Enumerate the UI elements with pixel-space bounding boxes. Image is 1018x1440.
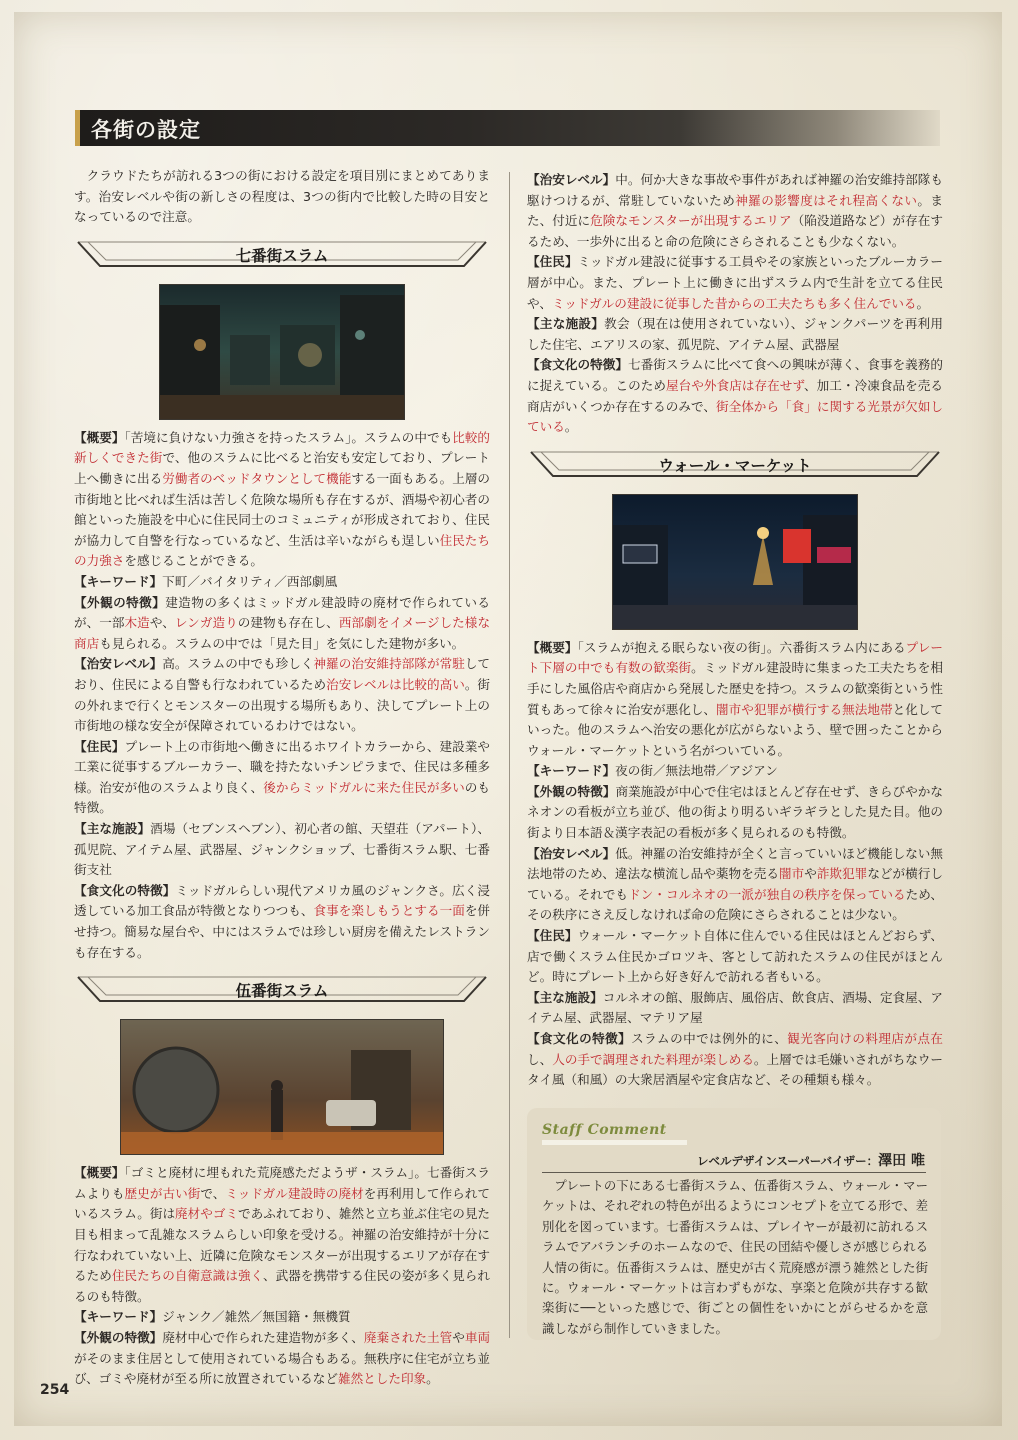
sector5-residents: 【住民】ミッドガル建設に従事する工員やその家族といったブルーカラー層が中心。また、プレート上に働きに出ずスラム内で生計を立てる住民や、ミッドガルの建設に従事した昔からの工夫たちも多く住んでいる。: [527, 254, 944, 311]
wallmarket-appearance: 【外観の特徴】商業施設が中心で住宅はほとんど存在せず、きらびやかなネオンの看板が立ち並び、他の街より明るいギラギラとした見た目。他の街より日本語＆漢字表記の看板が多く見られるのも特徴。: [527, 783, 943, 841]
section-heading-wallmarket: [527, 450, 943, 484]
wallmarket-overview: 【概要】「スラムが抱える眠らない夜の街」。六番街スラム内にあるプレート下層の中でも有数の歓楽街。ミッドガル建設時に集まった工夫たちを相手にした風俗店や商店から発展した歴史を持つ。スラムの歓楽街という性質もあって徐々に治安が悪化し、闇市や犯罪が横行する無法地帯と化していった。他のスラムへ治安の悪化が広がらないよう、壁で囲ったことからウォール・マーケットという名がついている。: [527, 639, 944, 758]
sector5-keywords: 【キーワード】ジャンク／雑然／無国籍・無機質: [74, 1309, 351, 1325]
wallmarket-keywords: 【キーワード】夜の街／無法地帯／アジアン: [527, 763, 778, 779]
sector7-slum-image: [159, 284, 405, 420]
staff-comment-badge: Staff Comment: [542, 1122, 667, 1138]
sector7-overview: 【概要】「苦境に負けない力強さを持ったスラム」。スラムの中でも比較的新しくできた街で、他のスラムに比べると治安も安定しており、プレート上へ働きに出る労働者のベッドタウンとして機能する一面もある。上層の市街地と比べれば生活は苦しく危険な場所も存在するが、酒場や初心者の館といった施設を中心に住民同士のコミュニティが形成されており、住民が協力して自警を行なっているなど、生活は辛いながらも逞しい住民たちの力強さを感じることができる。: [74, 429, 491, 569]
section-title-sector5: 伍番街スラム: [235, 982, 329, 1001]
staff-comment-box: [527, 1108, 941, 1340]
right-column: [527, 170, 943, 1091]
staff-name: 澤田 唯: [878, 1153, 925, 1169]
sector7-facilities: 【主な施設】酒場（セブンスヘブン）、初心者の館、天望荘（アパート）、孤児院、アイテム屋、武器屋、ジャンクショップ、七番街スラム駅、七番街支社: [74, 821, 490, 878]
sector7-keywords: 【キーワード】下町／バイタリティ／西部劇風: [74, 573, 338, 589]
sector7-residents: 【住民】プレート上の市街地へ働きに出るホワイトカラーから、建設業や工業に従事するブルーカラー、職を持たないチンピラまで、住民は多種多様。治安が他のスラムより良く、後からミッドガルに来た住民が多いのも特徴。: [74, 738, 491, 816]
staff-role: [697, 1150, 925, 1170]
sector5-slum-image: [120, 1019, 444, 1155]
staff-role-title: レベルデザインスーパーバイザー：: [697, 1154, 879, 1168]
staff-badge-underline: [542, 1140, 687, 1145]
staff-comment-text: プレートの下にある七番街スラム、伍番街スラム、ウォール・マーケットは、それぞれの特色が出るようにコンセプトを立てる形で、差別化を図っています。七番街スラムは、プレイヤーが最初に訪れるスラムでアバランチのホームなので、住民の団結や優しさが感じられる人情の街に。伍番街スラムは、歴史が古く荒廃感が漂う雑然とした街に。ウォール・マーケットは言わずもがな、享楽と危険が共存する歓楽街に──といった感じで、街ごとの個性をいかにとがらせるかを意識しながら制作していきました。: [542, 1178, 928, 1336]
title-accent: [75, 110, 80, 146]
section-title-sector7: 七番街スラム: [235, 246, 329, 265]
wallmarket-food: 【食文化の特徴】スラムの中では例外的に、観光客向けの料理店が点在し、人の手で調理された料理が楽しめる。上層では毛嫌いされがちなウータイ風（和風）の大衆居酒屋や定食店など、その種類も様々。: [527, 1031, 944, 1088]
wallmarket-facilities: 【主な施設】コルネオの館、服飾店、風俗店、飲食店、酒場、定食屋、アイテム屋、武器屋、マテリア屋: [527, 989, 944, 1026]
wallmarket-residents: 【住民】ウォール・マーケット自体に住んでいる住民はほとんどおらず、店で働くスラム住民かゴロツキ、客として訪れたスラムの住民がほとんど。時にプレート上から好き好んで訪れる者もいる。: [527, 928, 944, 985]
sector5-facilities: 【主な施設】教会（現在は使用されていない）、ジャンクパーツを再利用した住宅、エアリスの家、孤児院、アイテム屋、武器屋: [527, 316, 944, 352]
sector7-food: 【食文化の特徴】ミッドガルらしい現代アメリカ風のジャンクさ。広く浸透している加工食品が特徴となりつつも、食事を楽しもうとする一面を併せ持つ。簡易な屋台や、中にはスラムでは珍しい厨房を備えたレストランも存在する。: [74, 882, 491, 960]
left-column: [74, 166, 490, 1390]
staff-rule: [542, 1172, 926, 1173]
section-title-wallmarket: ウォール・マーケット: [658, 456, 812, 475]
page-number: 254: [40, 1382, 70, 1398]
page-title: 各街の設定: [91, 118, 201, 142]
sector5-food: 【食文化の特徴】七番街スラムに比べて食への興味が薄く、食事を義務的に捉えている。このため屋台や外食店は存在せず、加工・冷凍食品を売る商店がいくつか存在するのみで、街全体から「食」に関する光景が欠如している。: [527, 357, 944, 435]
section-heading-sector5: [74, 975, 490, 1009]
sector5-appearance: 【外観の特徴】廃材中心で作られた建造物が多く、廃棄された土管や車両がそのまま住居として使用されている場合もある。無秩序に住宅が立ち並び、ゴミや廃材が至る所に放置されているなど雑然とした印象。: [74, 1329, 491, 1387]
wallmarket-security: 【治安レベル】低。神羅の治安維持が全くと言っていいほど機能しない無法地帯のため、違法な横流し品や薬物を売る闇市や詐欺犯罪などが横行している。それでもドン・コルネオの一派が独自の秩序を保っているため、その秩序にさえ反しなければ命の危険にさらされることは少ない。: [527, 845, 944, 923]
sector7-appearance: 【外観の特徴】建造物の多くはミッドガル建設時の廃材で作られているが、一部木造や、レンガ造りの建物も存在し、西部劇をイメージした様な商店も見られる。スラムの中では「見た目」を気にした建物が多い。: [74, 594, 491, 651]
section-heading-sector7: [74, 240, 490, 274]
title-bar: [75, 110, 940, 146]
intro-text: クラウドたちが訪れる3つの街における設定を項目別にまとめてあります。治安レベルや街の新しさの程度は、3つの街内で比較した時の目安となっているので注意。: [74, 168, 490, 225]
wall-market-image: [612, 494, 858, 630]
sector7-security: 【治安レベル】高。スラムの中でも珍しく神羅の治安維持部隊が常駐しており、住民による自警も行なわれているため治安レベルは比較的高い。街の外れまで行くとモンスターの出現する場所もあり、決してプレート上の市街地の様な安全が保障されているわけではない。: [74, 656, 491, 734]
sector5-security: 【治安レベル】中。何か大きな事故や事件があれば神羅の治安維持部隊も駆けつけるが、常駐していないため神羅の影響度はそれ程高くない。また、付近に危険なモンスターが出現するエリア（陥没道路など）が存在するため、一歩外に出ると命の危険にさらされることも少なくない。: [527, 172, 944, 249]
column-divider: [509, 172, 510, 1338]
sector5-overview: 【概要】「ゴミと廃材に埋もれた荒廃感ただようザ・スラム」。七番街スラムよりも歴史が古い街で、ミッドガル建設時の廃材を再利用して作られているスラム。街は廃材やゴミであふれており、雑然と立ち並ぶ住宅の見た目も相まって乱雑なスラムらしい印象を受ける。神羅の治安維持が十分に行なわれていない上、近隣に危険なモンスターが出現するエリアが存在するため住民たちの自衛意識は強く、武器を携帯する住民の姿が多く見られるのも特徴。: [74, 1165, 491, 1304]
